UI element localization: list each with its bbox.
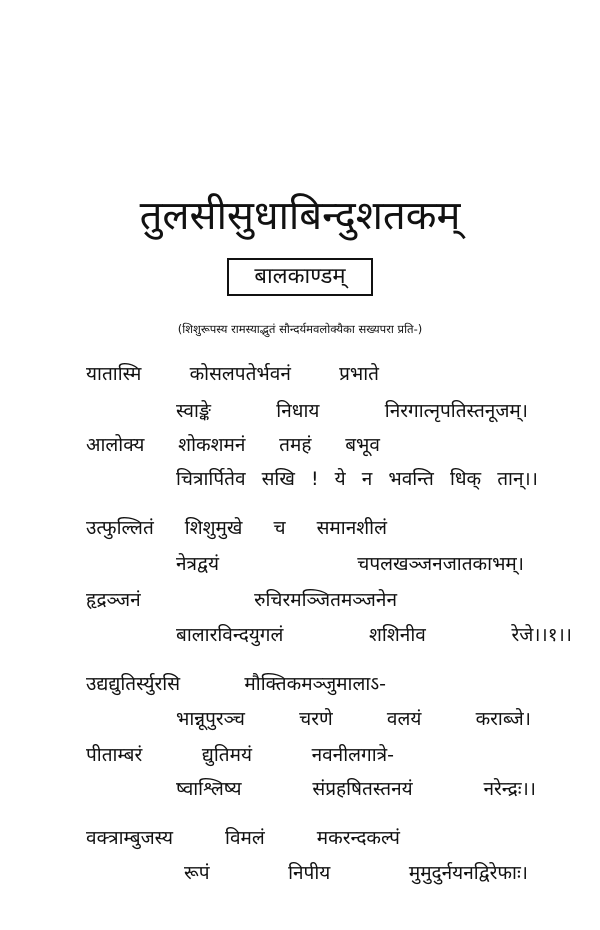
verse-word: नरेन्द्रः।।: [483, 778, 536, 800]
verse-word: निधाय: [276, 400, 320, 422]
verse-line: [86, 515, 387, 541]
verse-word: यातास्मि: [86, 363, 142, 385]
verse-word: धिक्: [449, 468, 482, 490]
verse-line: [176, 398, 528, 424]
verse-line: [176, 466, 538, 492]
verse-line: [86, 432, 380, 458]
verse-word: सखि: [261, 468, 295, 490]
verse-line: [176, 706, 531, 732]
verse-word: शिशुमुखे: [184, 517, 243, 539]
verse-word: रुचिरमञ्जितमञ्जनेन: [254, 589, 397, 611]
verse-word: रूपं: [184, 862, 210, 884]
verse-word: शोकशमनं: [178, 434, 246, 456]
verse-word: आलोक्य: [86, 434, 145, 456]
verse-word: मकरन्दकल्पं: [316, 827, 400, 849]
verse-word: द्युतिमयं: [201, 744, 252, 766]
verse-line: [86, 361, 379, 387]
page-title: तुलसीसुधाबिन्दुशतकम्: [139, 193, 461, 239]
verse-word: नवनीलगात्रे-: [311, 744, 394, 766]
verse-word: हृद्रञ्जनं: [86, 589, 141, 611]
verse-word: चरणे: [299, 708, 333, 730]
verse-word: प्रभाते: [339, 363, 379, 385]
section-heading-box: बालकाण्डम्: [227, 258, 373, 296]
verse-line: [86, 587, 397, 613]
verse-word: निपीय: [288, 862, 331, 884]
verse-word: तमहं: [279, 434, 312, 456]
verse-word: संप्रहषितस्तनयं: [312, 778, 413, 800]
verse-word: वलयं: [386, 708, 422, 730]
verse-word: !: [310, 468, 319, 490]
verse-word: निरगात्नृपतिस्तनूजम्।: [384, 400, 528, 422]
verse-word: स्वाङ्के: [176, 400, 211, 422]
verse-word: मुमुदुर्नयनद्विरेफाः।: [408, 862, 528, 884]
verse-word: उद्यद्युतिर्स्युरसि: [86, 673, 181, 695]
verse-line: [86, 671, 386, 697]
verse-word: कोसलपतेर्भवनं: [189, 363, 291, 385]
verse-word: च: [273, 517, 286, 539]
verse-word: समानशीलं: [316, 517, 387, 539]
verse-word: विमलं: [225, 827, 265, 849]
verse-word: ये: [334, 468, 346, 490]
verse-word: मौक्तिकमञ्जुमालाऽ-: [244, 673, 386, 695]
verse-word: चपलखञ्जनजातकाभम्।: [357, 553, 524, 575]
section-subtitle: (शिशुरूपस्य रामस्याद्भुतं सौन्दर्यमवलोक्यैका सख्यपरा प्रति-): [177, 322, 423, 336]
verse-word: वक्त्राम्बुजस्य: [86, 827, 174, 849]
verse-line: [176, 622, 572, 648]
verse-word: बभूव: [345, 434, 380, 456]
verse-line: [176, 551, 524, 577]
verse-word: उत्फुल्लितं: [86, 517, 154, 539]
verse-word: पीताम्बरं: [86, 744, 143, 766]
verse-line: [176, 776, 536, 802]
verse-word: भान्नूपुरञ्च: [176, 708, 245, 730]
verse-word: नेत्रद्वयं: [176, 553, 219, 575]
verse-line: [86, 825, 400, 851]
verse-word: रेजे।।१।।: [511, 624, 572, 646]
verse-word: चित्रार्पितेव: [176, 468, 246, 490]
verse-word: ष्वाश्लिष्य: [176, 778, 242, 800]
verse-line: [86, 742, 394, 768]
verse-word: कराब्जे।: [475, 708, 531, 730]
verse-line: [184, 860, 528, 886]
verse-word: न: [361, 468, 373, 490]
verse-word: शशिनीव: [369, 624, 426, 646]
verse-word: बालारविन्दयुगलं: [176, 624, 284, 646]
verse-word: तान्।।: [497, 468, 538, 490]
verse-word: भवन्ति: [388, 468, 434, 490]
